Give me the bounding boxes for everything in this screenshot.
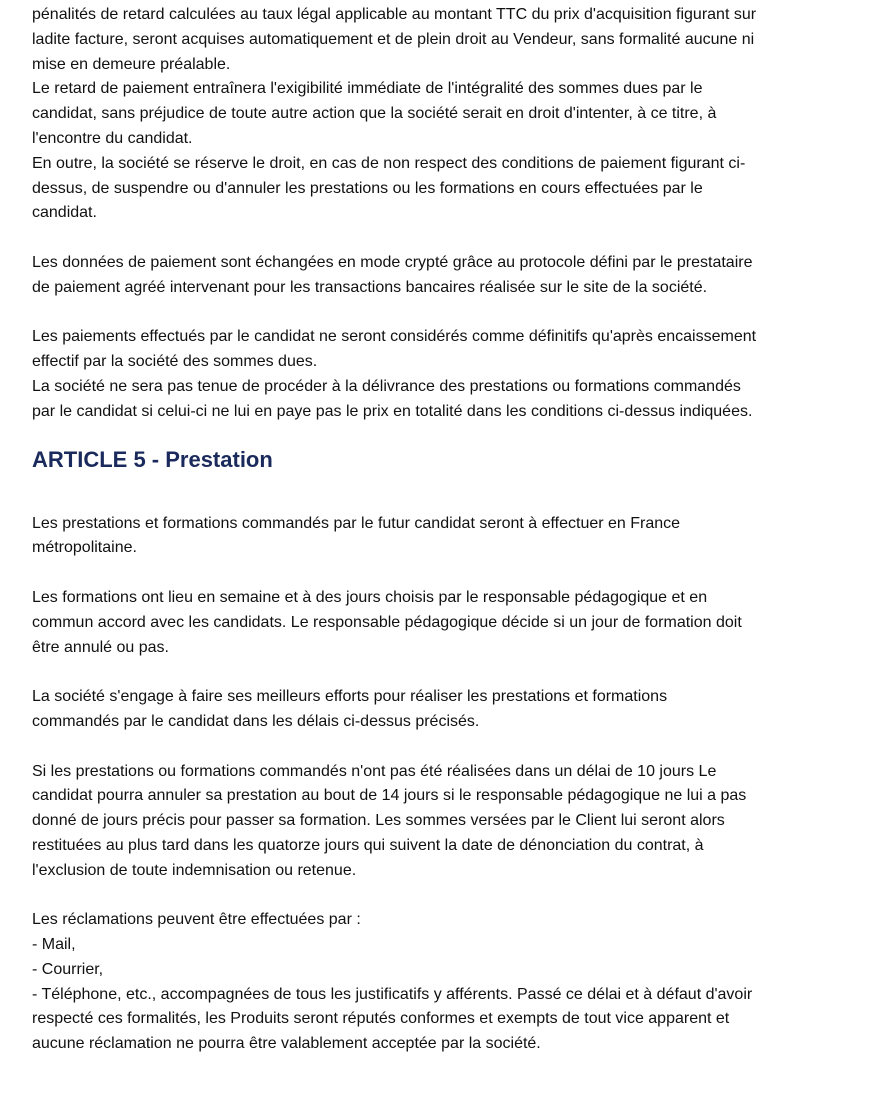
paragraph-commitment xyxy=(32,685,802,735)
text-line: Le retard de paiement entraînera l'exigibilité immédiate de l'intégralité des sommes dues par le xyxy=(32,80,703,98)
document-page xyxy=(32,3,802,1057)
text-line: candidat pourra annuler sa prestation au bout de 14 jours si le responsable pédagogique ne lui a pas xyxy=(32,787,747,805)
text-line: Si les prestations ou formations commandés n'ont pas été réalisées dans un délai de 10 jours Le xyxy=(32,762,717,780)
text-line: Les paiements effectués par le candidat ne seront considérés comme définitifs qu'après encaissement xyxy=(32,328,757,346)
text-line: dessus, de suspendre ou d'annuler les prestations ou les formations en cours effectuées par le xyxy=(32,179,703,197)
text-line: Les prestations et formations commandés par le futur candidat seront à effectuer en France xyxy=(32,514,681,532)
list-item: - Courrier, xyxy=(32,960,104,978)
text-line: candidat, sans préjudice de toute autre action que la société serait en droit d'intenter, à ce titre, à xyxy=(32,105,717,123)
text-line: En outre, la société se réserve le droit, en cas de non respect des conditions de paiement figurant ci- xyxy=(32,154,746,172)
text-line: effectif par la société des sommes dues. xyxy=(32,353,318,371)
text-line: commun accord avec les candidats. Le responsable pédagogique décide si un jour de formation doit xyxy=(32,613,742,631)
paragraph-claims xyxy=(32,908,802,1057)
text-line: l'exclusion de toute indemnisation ou retenue. xyxy=(32,861,357,879)
text-line: aucune réclamation ne pourra être valablement acceptée par la société. xyxy=(32,1035,541,1053)
text-line: pénalités de retard calculées au taux légal applicable au montant TTC du prix d'acquisition figurant sur xyxy=(32,6,757,23)
paragraph-payment-data xyxy=(32,251,802,301)
text-line: restituées au plus tard dans les quatorze jours qui suivent la date de dénonciation du contrat, à xyxy=(32,836,704,854)
paragraph-gap xyxy=(32,735,802,760)
text-line: candidat. xyxy=(32,204,97,222)
paragraph-gap xyxy=(32,561,802,586)
text-line: mise en demeure préalable. xyxy=(32,55,231,73)
text-line: être annulé ou pas. xyxy=(32,638,169,656)
text-line: l'encontre du candidat. xyxy=(32,129,193,147)
paragraph-gap xyxy=(32,301,802,326)
list-item: - Mail, xyxy=(32,936,76,954)
paragraph-late-payment xyxy=(32,3,802,226)
text-line: Les formations ont lieu en semaine et à des jours choisis par le responsable pédagogique et en xyxy=(32,588,708,606)
text-line: de paiement agréé intervenant pour les transactions bancaires réalisée sur le site de la société. xyxy=(32,278,708,296)
text-line: commandés par le candidat dans les délais ci-dessus précisés. xyxy=(32,712,480,730)
text-line: Les réclamations peuvent être effectuées par : xyxy=(32,911,361,929)
text-line: donné de jours précis pour passer sa formation. Les sommes versées par le Client lui seront alors xyxy=(32,812,725,830)
paragraph-gap xyxy=(32,226,802,251)
paragraph-payment-final xyxy=(32,325,802,424)
text-line: ladite facture, seront acquises automatiquement et de plein droit au Vendeur, sans formalité aucune ni xyxy=(32,30,755,48)
paragraph-gap xyxy=(32,660,802,685)
text-line: par le candidat si celui-ci ne lui en paye pas le prix en totalité dans les conditions ci-dessus indiquées. xyxy=(32,402,753,420)
text-line: respecté ces formalités, les Produits seront réputés conformes et exempts de tout vice apparent et xyxy=(32,1010,730,1028)
text-line: La société s'engage à faire ses meilleurs efforts pour réaliser les prestations et formations xyxy=(32,688,668,706)
text-line: Les données de paiement sont échangées en mode crypté grâce au protocole défini par le prestataire xyxy=(32,253,753,271)
paragraph-gap xyxy=(32,884,802,909)
article-5-heading: ARTICLE 5 - Prestation xyxy=(32,446,273,472)
paragraph-cancellation xyxy=(32,760,802,884)
text-line: La société ne sera pas tenue de procéder à la délivrance des prestations ou formations commandés xyxy=(32,377,741,395)
paragraph-schedule xyxy=(32,586,802,660)
list-item: - Téléphone, etc., accompagnées de tous les justificatifs y afférents. Passé ce délai et à défaut d'avoir xyxy=(32,985,753,1003)
text-line: métropolitaine. xyxy=(32,539,137,557)
paragraph-location xyxy=(32,512,802,562)
